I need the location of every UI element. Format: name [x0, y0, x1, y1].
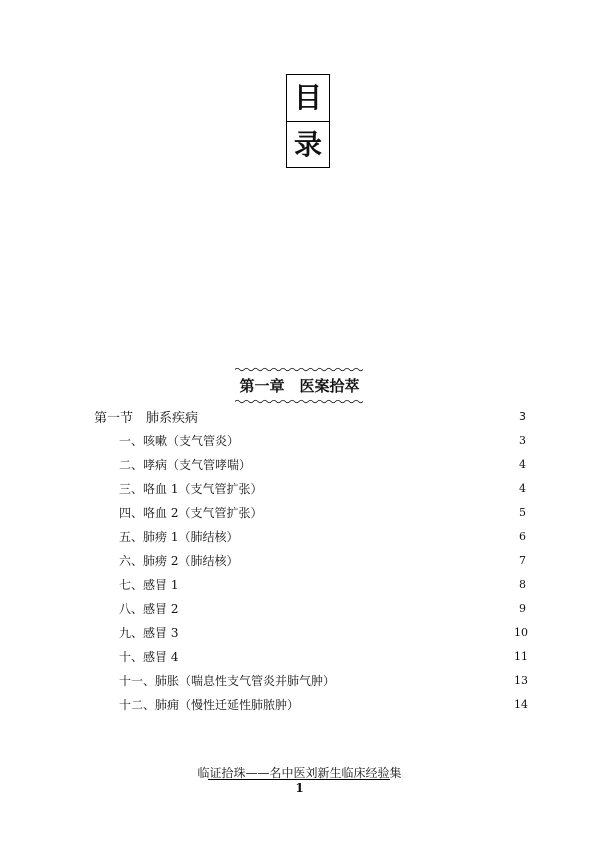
toc-item-page: 8 [519, 577, 526, 591]
toc-item-page: 10 [514, 625, 528, 639]
toc-section-row[interactable] [94, 404, 526, 428]
toc-item-row[interactable] [94, 572, 526, 596]
toc-item-page: 13 [514, 673, 528, 687]
toc-item-label: 八、感冒 2 [119, 601, 179, 616]
dot-leader [341, 674, 508, 686]
wave-decoration-top [235, 367, 363, 372]
dot-leader [245, 434, 508, 446]
toc-item-row[interactable] [94, 644, 526, 668]
toc-item-page: 7 [519, 553, 526, 567]
toc-item-label: 二、哮病（支气管哮喘） [119, 457, 252, 472]
toc-title-char-1: 目 [293, 81, 322, 114]
toc-item-row[interactable] [94, 548, 526, 572]
dot-leader [268, 506, 508, 518]
toc-item-row[interactable] [94, 428, 526, 452]
toc-title-divider [287, 121, 329, 122]
toc-section-label: 第一节 肺系疾病 [94, 410, 199, 426]
dot-leader [305, 698, 508, 710]
toc-item-label: 十二、肺痈（慢性迁延性肺脓肿） [119, 697, 300, 712]
table-of-contents [94, 404, 526, 716]
toc-item-page: 14 [514, 697, 528, 711]
footer-page-number: 1 [295, 781, 304, 795]
toc-title-char-2: 录 [293, 128, 322, 161]
toc-item-label: 五、肺痨 1（肺结核） [119, 529, 239, 544]
dot-leader [184, 578, 508, 590]
toc-item-label: 三、咯血 1（支气管扩张） [119, 481, 263, 496]
toc-item-page: 3 [519, 433, 526, 447]
toc-item-row[interactable] [94, 596, 526, 620]
toc-item-page: 4 [519, 481, 526, 495]
toc-item-label: 六、肺痨 2（肺结核） [119, 553, 239, 568]
dot-leader [184, 650, 508, 662]
dot-leader [244, 530, 508, 542]
dot-leader [184, 602, 508, 614]
toc-section-page: 3 [519, 409, 526, 423]
toc-item-page: 11 [514, 649, 528, 663]
toc-item-row[interactable] [94, 524, 526, 548]
chapter-title: 第一章 医案拾萃 [239, 377, 360, 395]
dot-leader [268, 482, 508, 494]
toc-item-row[interactable] [94, 452, 526, 476]
toc-item-row[interactable] [94, 620, 526, 644]
toc-item-row[interactable] [94, 668, 526, 692]
toc-item-row[interactable] [94, 692, 526, 716]
dot-leader [244, 554, 508, 566]
toc-item-page: 5 [519, 505, 526, 519]
dot-leader [204, 410, 508, 422]
footer-book-title: 临证拾珠——名中医刘新生临床经验集 [197, 766, 402, 780]
toc-item-label: 七、感冒 1 [119, 577, 179, 592]
toc-title-box [286, 74, 330, 168]
footer-rule [208, 779, 390, 780]
toc-item-label: 十、感冒 4 [119, 649, 179, 664]
toc-item-label: 九、感冒 3 [119, 625, 179, 640]
toc-item-row[interactable] [94, 476, 526, 500]
toc-item-label: 十一、肺胀（喘息性支气管炎并肺气肿） [119, 673, 336, 688]
toc-item-label: 四、咯血 2（支气管扩张） [119, 505, 263, 520]
toc-item-page: 4 [519, 457, 526, 471]
dot-leader [257, 458, 508, 470]
toc-item-row[interactable] [94, 500, 526, 524]
toc-item-page: 6 [519, 529, 526, 543]
dot-leader [184, 626, 508, 638]
chapter-heading [0, 373, 599, 398]
toc-item-page: 9 [519, 601, 526, 615]
toc-item-label: 一、咳嗽（支气管炎） [119, 433, 240, 448]
